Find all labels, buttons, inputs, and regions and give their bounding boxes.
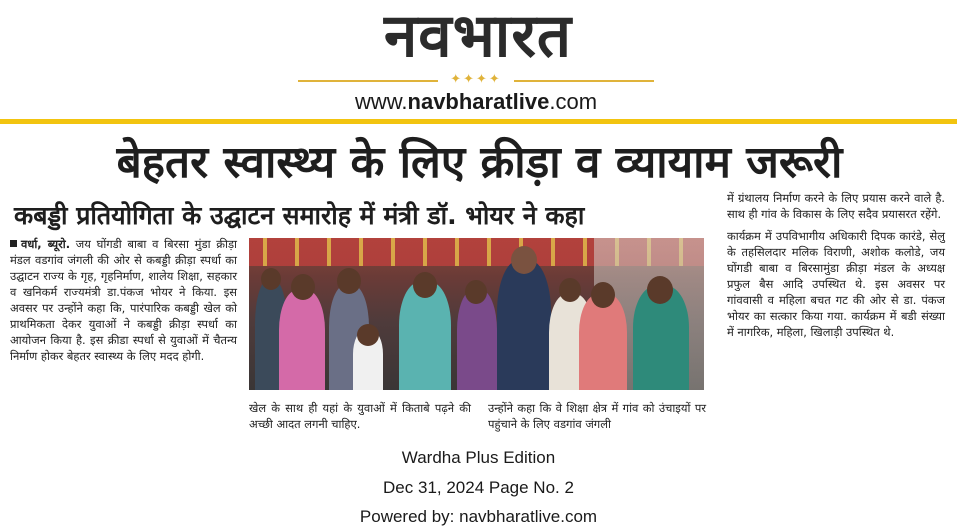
newspaper-logo[interactable]: नवभारत	[383, 1, 573, 71]
edition-label: Wardha Plus Edition	[401, 448, 556, 467]
bullet-square-icon	[10, 240, 17, 247]
right-column-para-2: कार्यक्रम में उपविभागीय अधिकारी दिपक कारंडे, सेलु के तहसिलदार मलिक विराणी, अशोक कलोडे, जय घोंगडी बाबा व बिरसामुंडा क्रीड़ा मंडल के अध्यक्ष प्रफुल बैस आदि उपस्थित थे. इस अवसर पर गांववासी व महिला बचत गट की ओर से डा. पंकज भोयर का सत्कार किया गया. कार्यक्रम में बडी संख्या में नागरिक, महिला, खिलाड़ी उपस्थित थे.	[727, 229, 945, 339]
logo-ornament	[298, 74, 654, 88]
article-photo	[249, 238, 704, 390]
right-column-para-1: में ग्रंथालय निर्माण करने के लिए प्रयास करने वाले है. साथ ही गांव के विकास के लिए सदैव प्रयासरत रहेंगे.	[727, 191, 945, 221]
article-column-mid-1	[249, 400, 471, 438]
dateline: वर्धा, ब्यूरो.	[21, 237, 71, 251]
website-url[interactable]: www.navbharatlive.com	[354, 89, 598, 114]
article-subhead: कबड्डी प्रतियोगिता के उद्घाटन समारोह में मंत्री डॉ. भोयर ने कहा	[14, 201, 585, 230]
powered-by-link[interactable]: Powered by: navbharatlive.com	[359, 507, 598, 526]
header-divider	[0, 119, 957, 124]
mid-column-1-text: खेल के साथ ही यहां के युवाओं में किताबे पढ़ने की अच्छी आदत लगनी चाहिए.	[249, 401, 471, 431]
date-page-label: Dec 31, 2024 Page No. 2	[383, 478, 574, 497]
mid-column-2-text: उन्होंने कहा कि वे शिक्षा क्षेत्र में गांव को उंचाइयों पर पहुंचाने के लिए वडगांव जंगली	[488, 401, 706, 431]
article-column-mid-2	[488, 400, 706, 438]
article-column-right	[727, 190, 945, 438]
masthead	[0, 0, 957, 118]
article-column-left	[10, 236, 237, 436]
article-headline: बेहतर स्वास्थ्य के लिए क्रीड़ा व व्यायाम जरूरी	[116, 137, 843, 188]
star-ornament-icon: ✦✦✦✦	[450, 72, 502, 87]
left-column-text: जय घोंगडी बाबा व बिरसा मुंडा क्रीड़ा मंडल वडगांव जंगली की ओर से कबड्डी क्रीड़ा स्पर्धा का उद्घाटन राज्य के गृह, गृहनिर्माण, शालेय शिक्षा, सहकार व खनिकर्म राज्यमंत्री डा.पंकज भोयर ने किया. इस अवसर पर उन्होंने कहा कि, पारंपारिक कबड्डी खेल को प्राथमिकता देकर युवाओं ने कबड्डी क्रीड़ा स्पर्धा का आयोजन किया है. इस क्रीडा स्पर्धा से युवाओं में चैतन्य निर्माण होकर बेहतर स्वास्थ्य के लिए मदद होगी.	[10, 237, 237, 363]
